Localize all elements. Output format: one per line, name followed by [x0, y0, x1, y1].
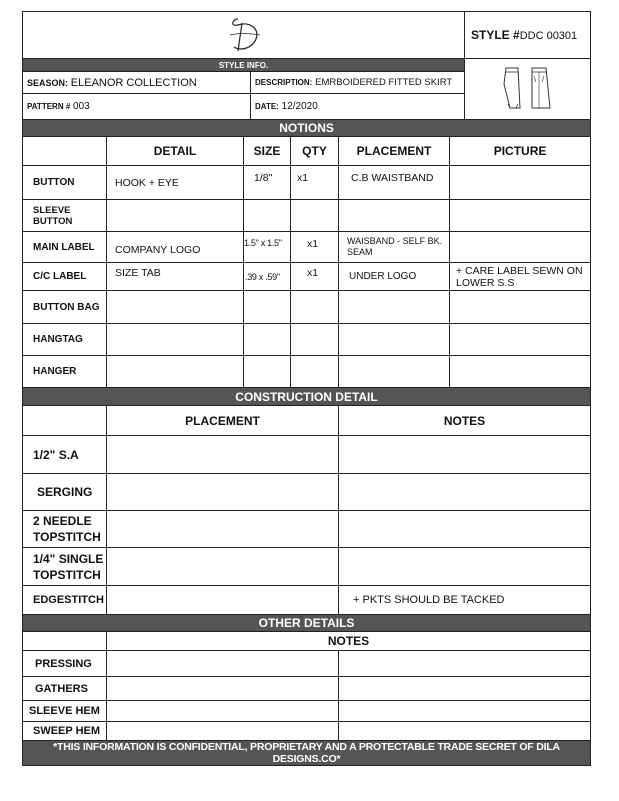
detail-cell [107, 324, 244, 356]
size-cell [244, 356, 291, 388]
table-row [23, 701, 591, 722]
placement-cell: UNDER LOGO [339, 263, 450, 291]
logo-monogram-icon [224, 13, 264, 55]
table-row [23, 474, 591, 511]
notes-cell [339, 548, 591, 586]
placement-cell [107, 511, 339, 548]
row-label: SERGING [23, 474, 107, 511]
style-number-cell [465, 12, 591, 59]
placement-cell [339, 324, 450, 356]
table-row [23, 548, 591, 586]
date-label: DATE: [255, 102, 279, 111]
placement-cell [339, 291, 450, 324]
table-row [23, 263, 591, 291]
qty-cell [291, 200, 339, 232]
table-row [23, 324, 591, 356]
table-row [23, 586, 591, 615]
row-label: GATHERS [23, 677, 107, 701]
size-cell [244, 324, 291, 356]
description-label: DESCRIPTION: [255, 78, 313, 87]
row-label: EDGESTITCH [23, 586, 107, 615]
row-label: HANGER [23, 356, 107, 388]
notes-cell [339, 474, 591, 511]
col-header-size: SIZE [244, 137, 291, 166]
size-cell [244, 291, 291, 324]
table-row [23, 356, 591, 388]
notes-cell [107, 651, 339, 677]
qty-cell [291, 324, 339, 356]
table-row [23, 722, 591, 741]
notes-cell [107, 701, 339, 722]
notions-corner [23, 137, 107, 166]
table-row [23, 651, 591, 677]
qty-cell [291, 356, 339, 388]
placement-cell: C.B WAISTBAND [339, 166, 450, 200]
row-label: SWEEP HEM [23, 722, 107, 741]
table-row [23, 200, 591, 232]
style-info-bar: STYLE INFO. [23, 59, 465, 72]
size-cell: 1/8" [244, 166, 291, 200]
table-row [23, 166, 591, 200]
placement-cell [107, 436, 339, 474]
detail-cell [107, 356, 244, 388]
detail-cell [107, 291, 244, 324]
col-header-picture: PICTURE [450, 137, 591, 166]
size-cell: 1.5" x 1.5" [244, 232, 291, 263]
row-label: BUTTON BAG [23, 291, 107, 324]
detail-cell: SIZE TAB [107, 263, 244, 291]
qty-cell: x1 [291, 166, 339, 200]
picture-cell [450, 324, 591, 356]
picture-cell [450, 200, 591, 232]
pattern-label: PATTERN # [27, 102, 71, 111]
logo-cell [23, 12, 465, 59]
col-header-qty: QTY [291, 137, 339, 166]
qty-cell: x1 [291, 263, 339, 291]
row-label: 2 NEEDLE TOPSTITCH [23, 511, 107, 548]
col-header-placement: PLACEMENT [339, 137, 450, 166]
other-corner [23, 632, 107, 651]
notions-bar: NOTIONS [23, 120, 591, 137]
date-cell [251, 94, 465, 120]
row-label: C/C LABEL [23, 263, 107, 291]
table-row [23, 232, 591, 263]
row-label: HANGTAG [23, 324, 107, 356]
notes-cell [339, 677, 591, 701]
description-value: EMRBOIDERED FITTED SKIRT [315, 77, 453, 88]
confidential-footer: *THIS INFORMATION IS CONFIDENTIAL, PROPRIETARY AND A PROTECTABLE TRADE SECRET OF DILA DESIGNS.CO* [23, 741, 591, 766]
row-label: 1/4" SINGLE TOPSTITCH [23, 548, 107, 586]
notions-table [22, 119, 591, 388]
row-label: PRESSING [23, 651, 107, 677]
style-label: STYLE # [471, 28, 520, 42]
table-row [23, 436, 591, 474]
placement-cell [107, 548, 339, 586]
table-row [23, 677, 591, 701]
season-label: SEASON: [27, 77, 69, 88]
qty-cell: x1 [291, 232, 339, 263]
picture-cell [450, 291, 591, 324]
style-number: DDC 00301 [519, 30, 578, 42]
notes-cell [339, 511, 591, 548]
notes-cell [339, 722, 591, 741]
construction-bar: CONSTRUCTION DETAIL [23, 388, 591, 406]
table-row [23, 511, 591, 548]
col-header-notes: NOTES [107, 632, 591, 651]
qty-cell [291, 291, 339, 324]
picture-cell: + CARE LABEL SEWN ON LOWER S.S [450, 263, 591, 291]
picture-cell [450, 232, 591, 263]
season-value: ELEANOR COLLECTION [70, 76, 197, 89]
size-cell: .39 x .59" [244, 263, 291, 291]
table-row [23, 291, 591, 324]
pattern-cell [23, 94, 251, 120]
col-header-notes: NOTES [339, 406, 591, 436]
notes-cell: + PKTS SHOULD BE TACKED [339, 586, 591, 615]
picture-cell [450, 356, 591, 388]
row-label: 1/2" S.A [23, 436, 107, 474]
construction-corner [23, 406, 107, 436]
col-header-placement: PLACEMENT [107, 406, 339, 436]
notes-cell [107, 677, 339, 701]
detail-cell: COMPANY LOGO [107, 232, 244, 263]
row-label: BUTTON [23, 166, 107, 200]
pattern-value: 003 [73, 101, 90, 112]
size-cell [244, 200, 291, 232]
description-cell [251, 72, 465, 94]
notes-cell [339, 436, 591, 474]
placement-cell [339, 356, 450, 388]
row-label: SLEEVE HEM [23, 701, 107, 722]
detail-cell: HOOK + EYE [107, 166, 244, 200]
skirt-sketch-icon [498, 64, 558, 112]
picture-cell [450, 166, 591, 200]
season-cell [23, 72, 251, 94]
other-details-bar: OTHER DETAILS [23, 615, 591, 632]
notes-cell [339, 651, 591, 677]
sketch-cell [465, 59, 591, 120]
notes-cell [339, 701, 591, 722]
placement-cell [107, 586, 339, 615]
detail-cell [107, 200, 244, 232]
tech-pack-sheet [22, 11, 590, 766]
placement-cell: WAISBAND - SELF BK. SEAM [339, 232, 450, 263]
placement-cell [339, 200, 450, 232]
placement-cell [107, 474, 339, 511]
header-table [22, 11, 591, 120]
date-value: 12/2020 [281, 101, 318, 112]
col-header-detail: DETAIL [107, 137, 244, 166]
row-label: SLEEVE BUTTON [23, 200, 107, 232]
row-label: MAIN LABEL [23, 232, 107, 263]
construction-table [22, 387, 591, 615]
other-details-table [22, 614, 591, 766]
notes-cell [107, 722, 339, 741]
